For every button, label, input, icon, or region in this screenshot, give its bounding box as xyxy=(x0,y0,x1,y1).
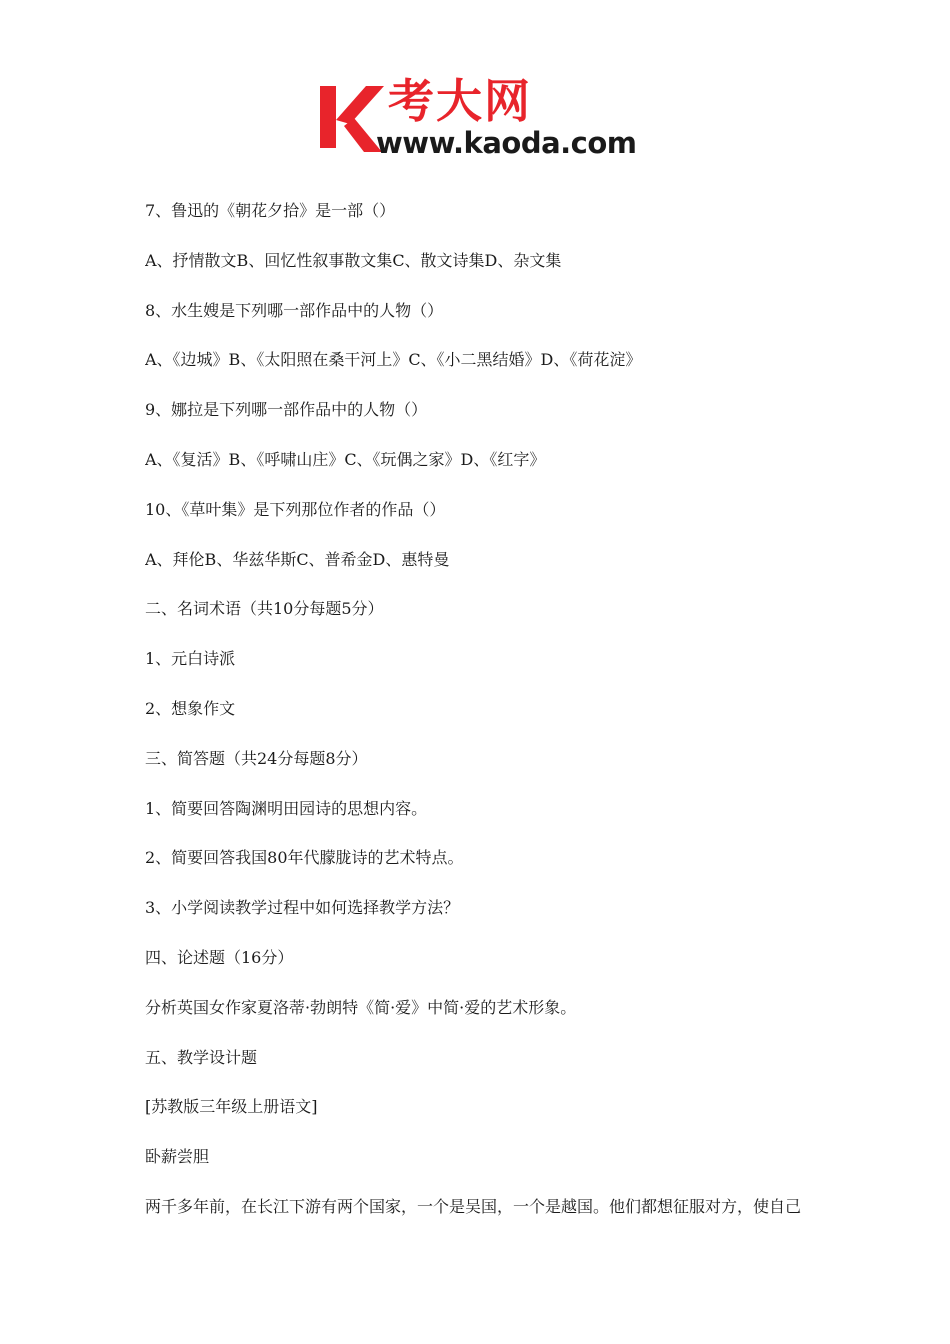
section-2-heading: 二、名词术语（共10分每题5分） xyxy=(145,599,384,619)
section-3-heading: 三、简答题（共24分每题8分） xyxy=(145,748,368,768)
short-answer-3: 3、小学阅读教学过程中如何选择教学方法？ xyxy=(145,898,460,918)
kaoda-logo xyxy=(318,74,638,160)
lesson-paragraph: 两千多年前，在长江下游有两个国家，一个是吴国，一个是越国。他们都想征服对方，使自己 xyxy=(145,1196,802,1216)
short-answer-1: 1、简要回答陶渊明田园诗的思想内容。 xyxy=(145,798,428,818)
document-body xyxy=(145,198,825,1244)
question-9-options: A、《复活》B、《呼啸山庄》C、《玩偶之家》D、《红字》 xyxy=(145,449,546,469)
essay-question: 分析英国女作家夏洛蒂·勃朗特《简·爱》中简·爱的艺术形象。 xyxy=(145,997,577,1017)
term-2: 2、想象作文 xyxy=(145,698,236,718)
question-8-options: A、《边城》B、《太阳照在桑干河上》C、《小二黑结婚》D、《荷花淀》 xyxy=(145,350,642,370)
term-1: 1、元白诗派 xyxy=(145,649,236,669)
section-4-heading: 四、论述题（16分） xyxy=(145,947,294,967)
question-10: 10、《草叶集》是下列那位作者的作品（） xyxy=(145,499,446,519)
question-8: 8、水生嫂是下列哪一部作品中的人物（） xyxy=(145,300,444,320)
logo-title: 考大网 xyxy=(388,74,532,128)
textbook-note: [苏教版三年级上册语文] xyxy=(145,1097,318,1117)
lesson-title: 卧薪尝胆 xyxy=(145,1147,210,1167)
question-10-options: A、拜伦B、华兹华斯C、普希金D、惠特曼 xyxy=(145,549,450,569)
question-7: 7、鲁迅的《朝花夕拾》是一部（） xyxy=(145,201,396,220)
question-9: 9、娜拉是下列哪一部作品中的人物（） xyxy=(145,400,428,420)
question-7-options: A、抒情散文B、回忆性叙事散文集C、散文诗集D、杂文集 xyxy=(145,250,562,270)
logo-url: www.kaoda.com xyxy=(376,126,637,160)
section-5-heading: 五、教学设计题 xyxy=(145,1047,258,1067)
short-answer-2: 2、简要回答我国80年代朦胧诗的艺术特点。 xyxy=(145,848,464,868)
